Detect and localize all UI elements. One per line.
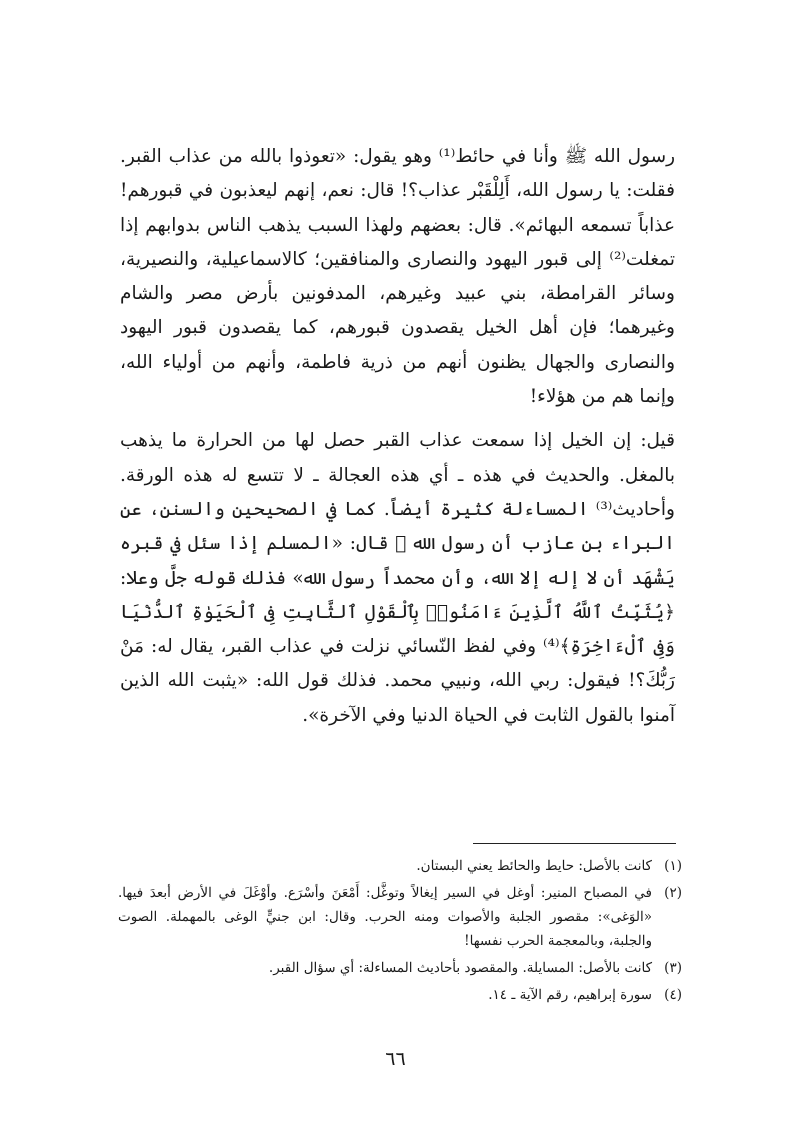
footnote-number: (٣) (664, 960, 682, 976)
page-number: ٦٦ (385, 1048, 406, 1070)
footnotes (118, 854, 682, 1010)
footnote (118, 881, 682, 953)
footnote-divider (473, 843, 676, 844)
footnote-number: (٢) (664, 885, 682, 901)
footnote (118, 854, 682, 878)
footnote-text: سورة إبراهيم، رقم الآية ـ ١٤. (488, 987, 652, 1003)
footnote-text: في المصباح المنير: أوغل في السير إيغالاً وتوغَّل: أَمْعَنَ وأسْرَع. وأوْغَلَ في الأرض أبعدَ فيها. «الوَغى»: مقصور الجلبة والأصوات ومنه الحرب. وقال: ابن جنيٍّ الوغى بالمهملة. الصوت والجلبة، وبالمعجمة الحرب نفسها! (118, 885, 652, 949)
footnote (118, 956, 682, 980)
paragraph: رسول الله ﷺ وأنا في حائط⁽¹⁾ وهو يقول: «تعوذوا بالله من عذاب القبر. فقلت: يا رسول الله، أَلِلْقَبْر عذاب؟! قال: نعم، إنهم ليعذبون في قبورهم! عذاباً تسمعه البهائم». قال: بعضهم ولهذا السبب يذهب الناس بدوابهم إذا تمغلت⁽²⁾ إلى قبور اليهود والنصارى والمنافقين؛ كالاسماعيلية، والنصيرية، وسائر القرامطة، بني عبيد وغيرهم، المدفونين بأرض مصر والشام وغيرهما؛ فإن أهل الخيل يقصدون قبورهم، كما يقصدون قبور اليهود والنصارى والجهال يظنون أنهم من ذرية فاطمة، وأنهم من أولياء الله، وإنما هم من هؤلاء! (120, 146, 676, 408)
paragraph: قيل: إن الخيل إذا سمعت عذاب القبر حصل لها من الحرارة ما يذهب بالمغل. والحديث في هذه ـ أي هذه العجالة ـ لا تتسع له هذه الورقة. وأحاديث⁽³⁾ المساءلة كثيرة أيضاً. كما في الصحيحين والسنن، عن البراء بن عازب أن رسول الله ﷺ قال: «المسلم إذا سئل في قبره يَشْهَد أن لا إله إلا الله، وأن محمداً رسول الله» فذلك قوله جلَّ وعلا: ﴿يُثَبِّتُ ٱللَّهُ ٱلَّذِينَ ءَامَنُوا۟ بِٱلْقَوْلِ ٱلثَّابِتِ فِى ٱلْحَيَوٰةِ ٱلدُّنْيَا وَفِى ٱلْءَاخِرَةِ﴾⁽⁴⁾ وفي لفظ النّسائي نزلت في عذاب القبر، يقال له: مَنْ رَبُّكَ؟! فيقول: ربي الله، ونبيي محمد. فذلك قول الله: «يثبت الله الذين آمنوا بالقول الثابت في الحياة الدنيا وفي الآخرة». (120, 430, 675, 726)
footnote-number: (٤) (664, 987, 682, 1003)
footnote-text: كانت بالأصل: المسايلة. والمقصود بأحاديث المساءلة: أي سؤال القبر. (268, 960, 652, 976)
footnote (118, 983, 682, 1007)
main-text (120, 140, 675, 733)
footnote-text: كانت بالأصل: حايط والحائط يعني البستان. (416, 858, 652, 874)
footnote-number: (١) (664, 858, 682, 874)
